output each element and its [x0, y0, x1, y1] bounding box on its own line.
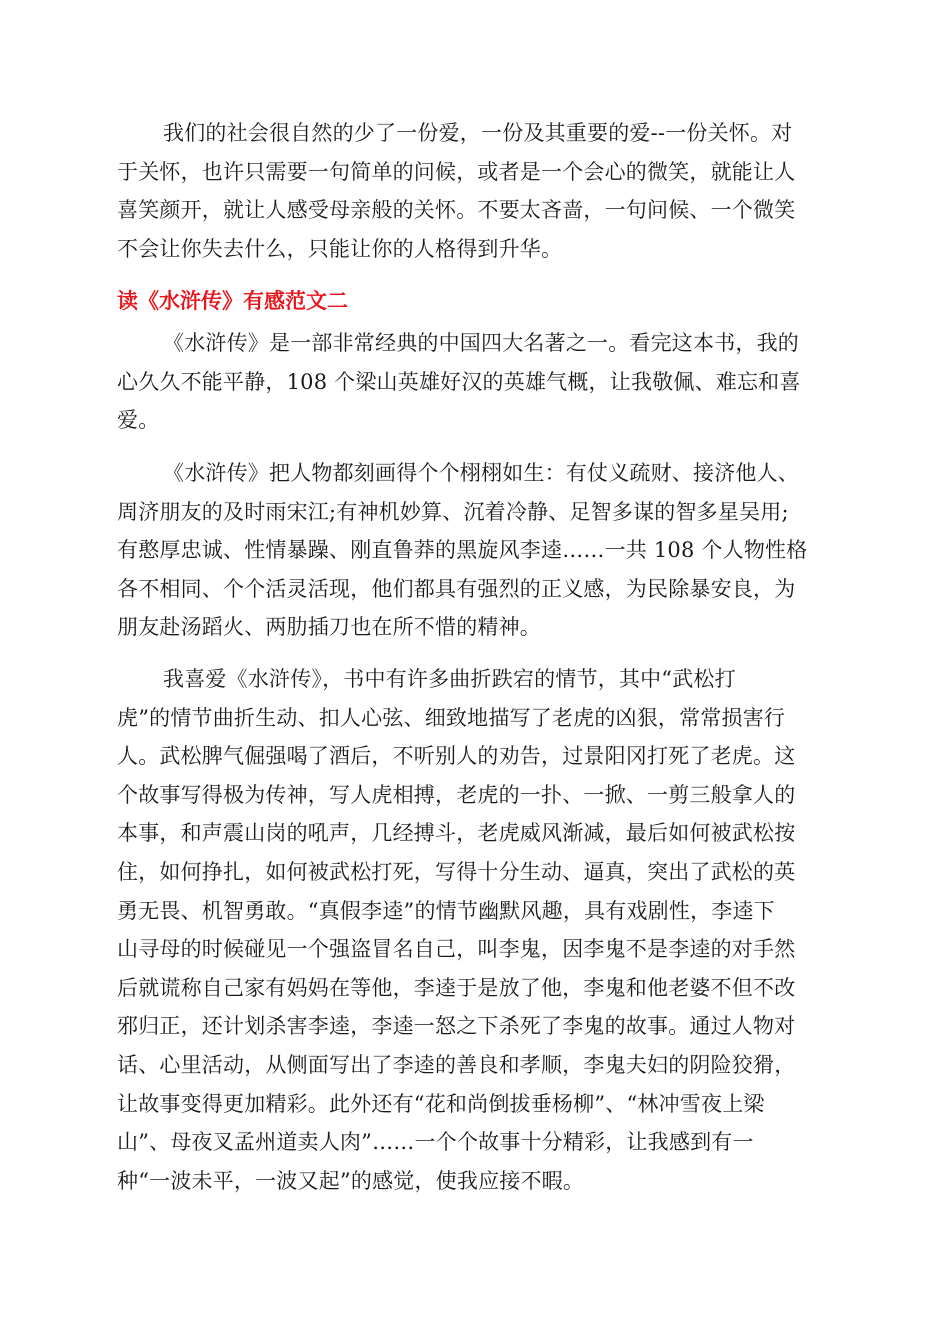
paragraph-line: 本事，和声震山岗的吼声，几经搏斗，老虎威风渐减，最后如何被武松按	[117, 821, 796, 846]
paragraph-line: 心久久不能平静，108 个梁山英雄好汉的英雄气概，让我敬佩、难忘和喜	[117, 369, 801, 394]
paragraph-line: 话、心里活动，从侧面写出了李逵的善良和孝顺，李鬼夫妇的阴险狡猾，	[117, 1052, 796, 1077]
paragraph-line: 住，如何挣扎，如何被武松打死，写得十分生动、逼真，突出了武松的英	[117, 859, 796, 884]
paragraph-line: 虎”的情节曲折生动、扣人心弦、细致地描写了老虎的凶狠，常常损害行	[117, 705, 786, 730]
paragraph-line: 喜笑颜开，就让人感受母亲般的关怀。不要太吝啬，一句问候、一个微笑	[117, 198, 796, 223]
paragraph-line: 让故事变得更加精彩。此外还有“花和尚倒拔垂杨柳”、“林冲雪夜上梁	[117, 1091, 765, 1116]
paragraph-line: 勇无畏、机智勇敢。“真假李逵”的情节幽默风趣，具有戏剧性，李逵下	[117, 898, 775, 923]
paragraph-characters	[117, 454, 837, 647]
paragraph-line: 朋友赴汤蹈火、两肋插刀也在所不惜的精神。	[117, 615, 541, 640]
paragraph-line: 山”、母夜叉孟州道卖人肉”……一个个故事十分精彩，让我感到有一	[117, 1130, 754, 1155]
paragraph-line: 《水浒传》是一部非常经典的中国四大名著之一。看完这本书，我的	[163, 331, 799, 355]
paragraph-line: 种“一波未平，一波又起”的感觉，使我应接不暇。	[117, 1168, 585, 1193]
paragraph-line: 爱。	[117, 408, 160, 433]
paragraph-line: 后就谎称自己家有妈妈在等他，李逵于是放了他，李鬼和他老婆不但不改	[117, 975, 796, 1000]
paragraph-line: 人。武松脾气倔强喝了酒后，不听别人的劝告，过景阳冈打死了老虎。这	[117, 744, 796, 769]
paragraph-line: 邪归正，还计划杀害李逵，李逵一怒之下杀死了李鬼的故事。通过人物对	[117, 1014, 796, 1039]
paragraph-line: 我们的社会很自然的少了一份爱，一份及其重要的爱--一份关怀。对	[163, 121, 793, 145]
paragraph-line: 不会让你失去什么，只能让你的人格得到升华。	[117, 236, 563, 261]
paragraph-line: 个故事写得极为传神，写人虎相搏，老虎的一扑、一掀、一剪三般拿人的	[117, 782, 796, 807]
paragraph-line: 山寻母的时候碰见一个强盗冒名自己，叫李鬼，因李鬼不是李逵的对手然	[117, 937, 796, 962]
paragraph-line: 《水浒传》把人物都刻画得个个栩栩如生：有仗义疏财、接济他人、	[163, 461, 799, 485]
paragraph-line: 我喜爱《水浒传》，书中有许多曲折跌宕的情节，其中“武松打	[163, 667, 736, 691]
section-heading: 读《水浒传》有感范文二	[117, 289, 348, 313]
paragraph-line: 于关怀，也许只需要一句简单的问候，或者是一个会心的微笑，就能让人	[117, 159, 796, 184]
paragraph-stories	[117, 660, 837, 1200]
paragraph-intro	[117, 324, 837, 440]
paragraph-line: 有憨厚忠诚、性情暴躁、刚直鲁莽的黑旋风李逵……一共 108 个人物性格	[117, 538, 808, 563]
paragraph-line: 各不相同、个个活灵活现，他们都具有强烈的正义感，为民除暴安良，为	[117, 576, 796, 601]
paragraph-caring	[117, 114, 837, 268]
paragraph-line: 周济朋友的及时雨宋江;有神机妙算、沉着冷静、足智多谋的智多星吴用;	[117, 499, 789, 524]
